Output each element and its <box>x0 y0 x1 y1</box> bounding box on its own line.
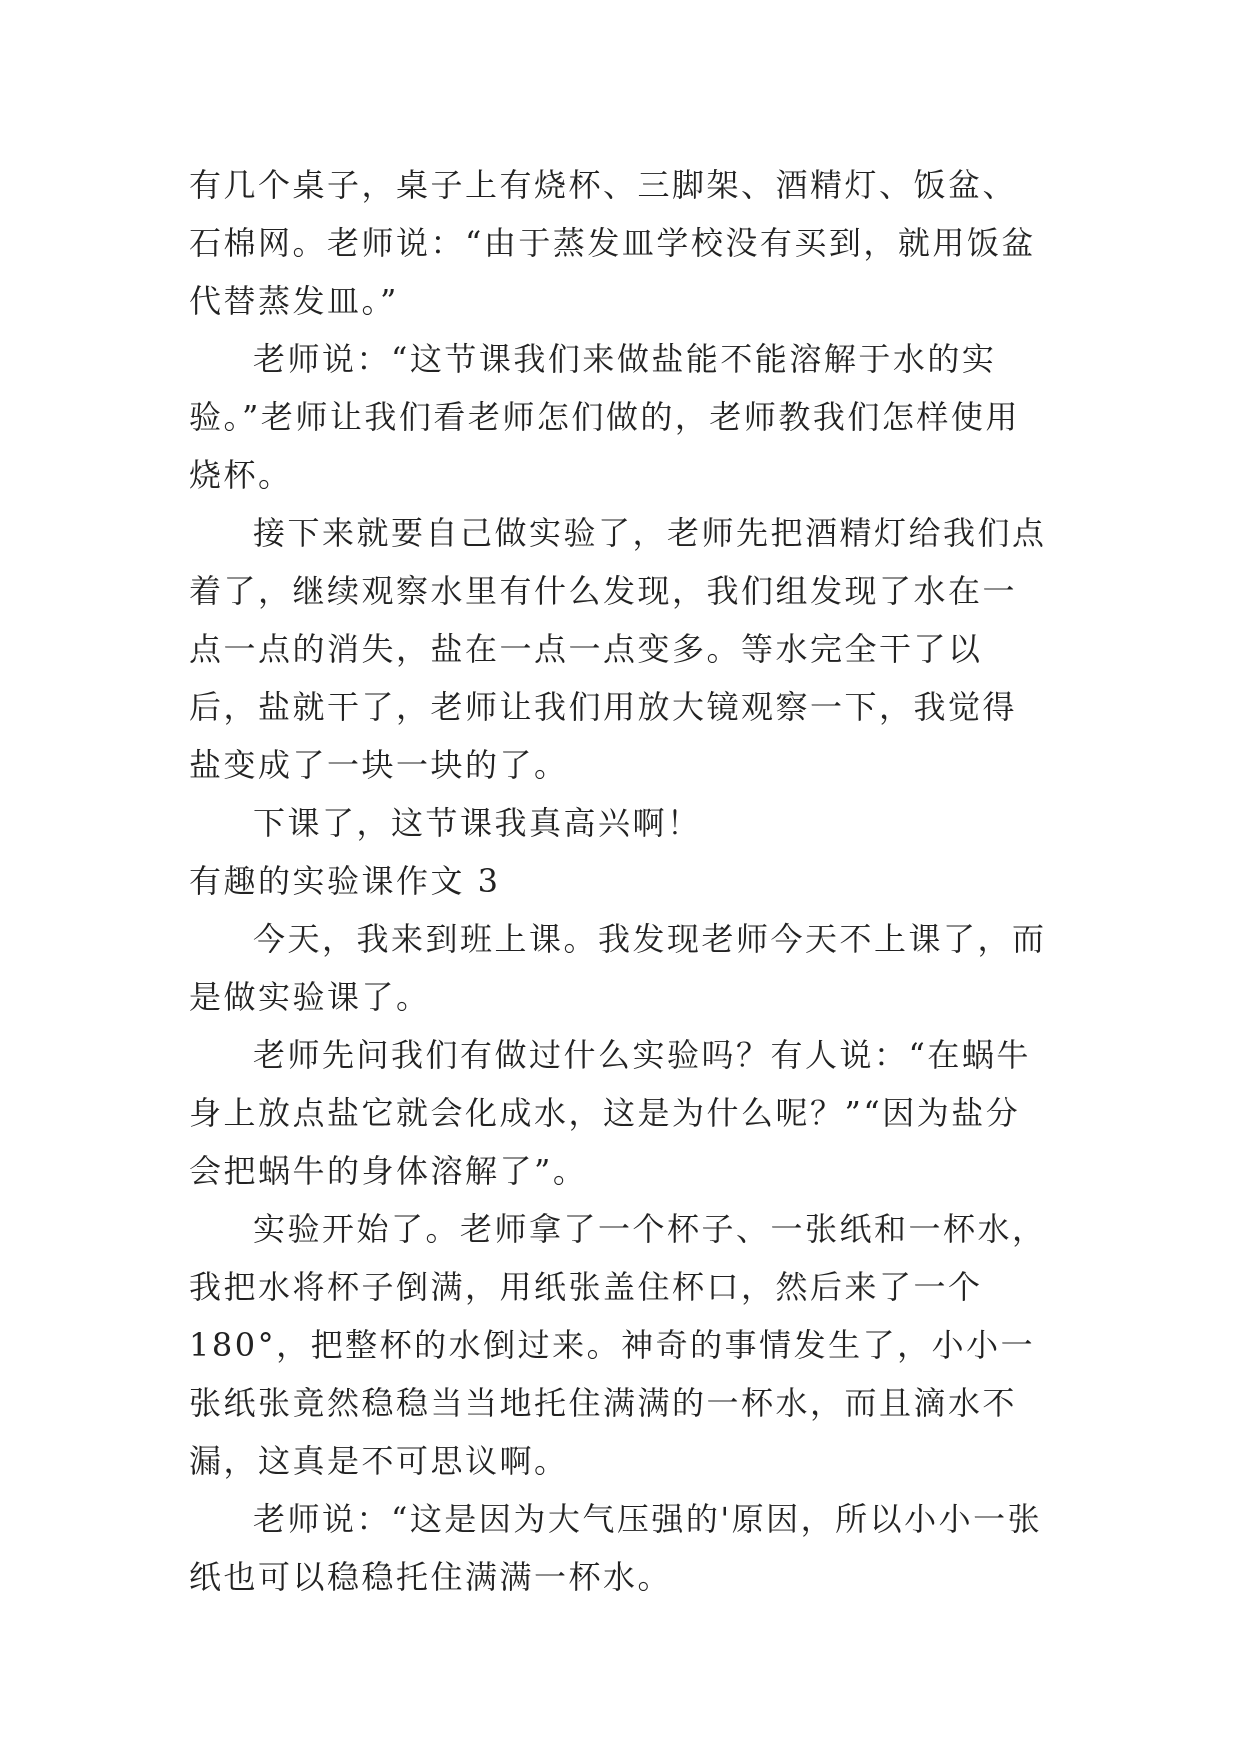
paragraph-7: 实验开始了。老师拿了一个杯子、一张纸和一杯水，我把水将杯子倒满，用纸张盖住杯口，然后来了一个 180°，把整杯的水倒过来。神奇的事情发生了，小小一张纸张竟然稳稳当当地托住满满的一杯水，而且滴水不漏，这真是不可思议啊。 <box>189 1210 1047 1480</box>
paragraph-2: 老师说：“这节课我们来做盐能不能溶解于水的实验。”老师让我们看老师怎们做的，老师教我们怎样使用烧杯。 <box>189 340 1020 494</box>
paragraph-5: 今天，我来到班上课。我发现老师今天不上课了，而是做实验课了。 <box>189 920 1047 1016</box>
paragraph-4: 下课了，这节课我真高兴啊！ <box>253 804 702 842</box>
paragraph-3: 接下来就要自己做实验了，老师先把酒精灯给我们点着了，继续观察水里有什么发现，我们组发现了水在一点一点的消失，盐在一点一点变多。等水完全干了以后，盐就干了，老师让我们用放大镜观察一下，我觉得盐变成了一块一块的了。 <box>189 514 1047 784</box>
paragraph-8: 老师说：“这是因为大气压强的'原因，所以小小一张纸也可以稳稳托住满满一杯水。 <box>189 1500 1043 1596</box>
paragraph-1: 有几个桌子，桌子上有烧杯、三脚架、酒精灯、饭盆、石棉网。老师说：“由于蒸发皿学校没有买到，就用饭盆代替蒸发皿。” <box>189 166 1036 320</box>
section-heading: 有趣的实验课作文 3 <box>189 862 501 900</box>
paragraph-6: 老师先问我们有做过什么实验吗？有人说：“在蜗牛身上放点盐它就会化成水，这是为什么呢？”“因为盐分会把蜗牛的身体溶解了”。 <box>189 1036 1031 1190</box>
document-body <box>189 156 1051 1606</box>
